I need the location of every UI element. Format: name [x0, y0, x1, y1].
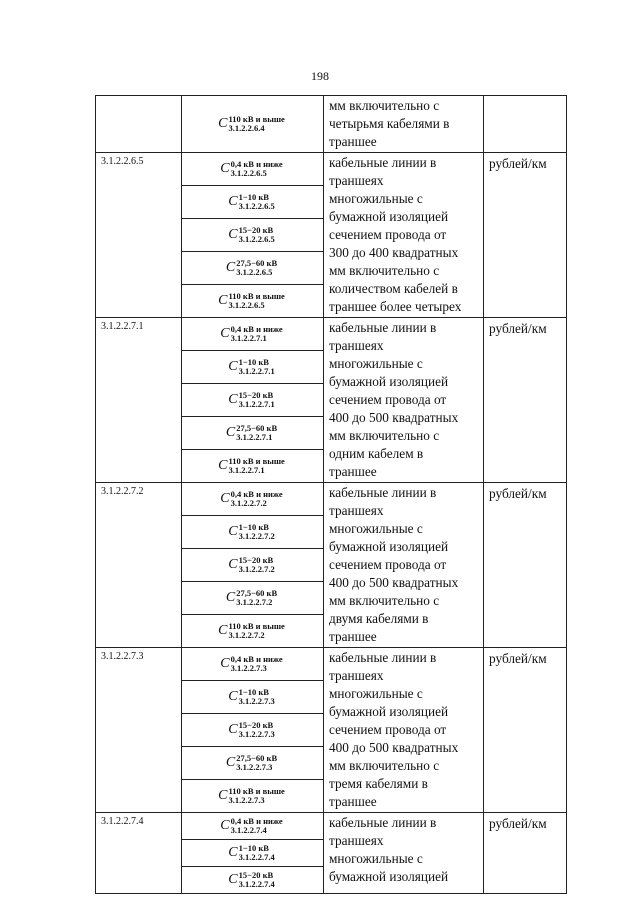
description-line: многожильные с — [329, 521, 423, 536]
voltage-label: 27,5−60 кВ — [236, 257, 278, 268]
row-code: 3.1.2.2.6.5 — [96, 153, 182, 318]
symbol-index: 3.1.2.2.7.3 — [236, 761, 273, 772]
table-row — [96, 648, 567, 681]
symbol-index: 3.1.2.2.7.2 — [228, 629, 265, 640]
rate-symbol-cell — [182, 483, 324, 516]
description-line: бумажной изоляцией — [329, 539, 449, 554]
symbol-letter: C — [228, 194, 238, 209]
rate-symbol — [220, 813, 284, 839]
symbol-index: 3.1.2.2.7.1 — [238, 398, 275, 409]
symbol-letter: C — [220, 656, 230, 671]
symbol-index: 3.1.2.2.7.1 — [230, 332, 267, 343]
symbol-letter: C — [225, 425, 236, 440]
rate-symbol — [218, 111, 287, 137]
rate-symbol — [218, 453, 287, 479]
page-number: 198 — [311, 69, 329, 83]
rate-symbol — [218, 288, 287, 314]
description-line: многожильные с — [329, 191, 423, 206]
voltage-label: 27,5−60 кВ — [236, 587, 278, 598]
rate-symbol-cell — [182, 285, 324, 318]
rate-symbol-cell — [182, 813, 324, 840]
symbol-letter: C — [220, 326, 230, 341]
row-code: 3.1.2.2.7.4 — [96, 813, 182, 894]
table-row — [96, 813, 567, 840]
symbol-letter: C — [220, 818, 230, 833]
rate-symbol — [220, 321, 284, 347]
symbol-letter: C — [228, 359, 238, 374]
voltage-label: 15−20 кВ — [238, 869, 274, 880]
symbol-letter: C — [225, 590, 236, 605]
rate-symbol-cell — [182, 384, 324, 417]
description-line: многожильные с — [329, 686, 423, 701]
description-line: тремя кабелями в — [329, 776, 428, 791]
description-line: траншее более четырех — [329, 299, 462, 314]
symbol-letter: C — [228, 845, 238, 860]
description-line: 400 до 500 квадратных — [329, 740, 459, 755]
rate-symbol-cell — [182, 867, 324, 894]
rate-symbol — [218, 618, 287, 644]
rate-symbol-cell — [182, 153, 324, 186]
voltage-label: 27,5−60 кВ — [236, 422, 278, 433]
description-line: 400 до 500 квадратных — [329, 575, 459, 590]
table-row — [96, 483, 567, 516]
symbol-index: 3.1.2.2.7.3 — [238, 695, 275, 706]
description-line: одним кабелем в — [329, 446, 424, 461]
symbol-index: 3.1.2.2.7.2 — [238, 563, 275, 574]
rate-symbol-cell — [182, 219, 324, 252]
symbol-letter: C — [218, 623, 228, 638]
rate-symbol — [228, 387, 276, 413]
rate-symbol — [218, 783, 287, 809]
table-row — [96, 153, 567, 186]
voltage-label: 110 кВ и выше — [228, 620, 285, 631]
symbol-letter: C — [218, 788, 228, 803]
rate-symbol-cell — [182, 549, 324, 582]
description-line: траншее — [329, 794, 377, 809]
symbol-letter: C — [228, 227, 238, 242]
symbol-index: 3.1.2.2.7.2 — [230, 497, 267, 508]
description-line: 400 до 500 квадратных — [329, 410, 459, 425]
rate-symbol — [228, 867, 276, 893]
table-row — [96, 96, 567, 153]
symbol-index: 3.1.2.2.6.5 — [238, 200, 275, 211]
symbol-index: 3.1.2.2.7.4 — [238, 851, 275, 862]
symbol-index: 3.1.2.2.7.1 — [236, 431, 273, 442]
rate-symbol-cell — [182, 516, 324, 549]
rate-symbol — [228, 354, 276, 380]
description-line: мм включительно с — [329, 758, 440, 773]
description-line: кабельные линии в — [329, 155, 437, 170]
row-unit: рублей/км — [484, 648, 567, 813]
voltage-label: 110 кВ и выше — [228, 785, 285, 796]
row-code: 3.1.2.2.7.2 — [96, 483, 182, 648]
rate-symbol-cell — [182, 747, 324, 780]
voltage-label: 27,5−60 кВ — [236, 752, 278, 763]
symbol-index: 3.1.2.2.7.1 — [238, 365, 275, 376]
symbol-letter: C — [225, 755, 236, 770]
rate-symbol-cell — [182, 96, 324, 153]
description-line: траншее — [329, 134, 377, 149]
description-line: мм включительно с — [329, 593, 440, 608]
description-line: траншеях — [329, 173, 384, 188]
rate-symbol — [220, 486, 284, 512]
row-code — [96, 96, 182, 153]
rate-symbol-cell — [182, 450, 324, 483]
symbol-index: 3.1.2.2.7.1 — [228, 464, 265, 475]
symbol-index: 3.1.2.2.7.4 — [238, 878, 275, 889]
rate-symbol — [220, 156, 284, 182]
symbol-letter: C — [218, 458, 228, 473]
voltage-label: 0,4 кВ и ниже — [230, 653, 283, 664]
description-line: траншее — [329, 464, 377, 479]
symbol-letter: C — [218, 293, 228, 308]
row-description — [324, 153, 484, 318]
rate-symbol-cell — [182, 681, 324, 714]
rate-symbol-cell — [182, 840, 324, 867]
tariff-table — [95, 95, 567, 894]
symbol-index: 3.1.2.2.7.3 — [228, 794, 265, 805]
symbol-index: 3.1.2.2.7.3 — [230, 662, 267, 673]
description-line: бумажной изоляцией — [329, 209, 449, 224]
rate-symbol-cell — [182, 351, 324, 384]
row-code: 3.1.2.2.7.1 — [96, 318, 182, 483]
description-line: сечением провода от — [329, 392, 447, 407]
rate-symbol — [228, 222, 276, 248]
rate-symbol — [228, 840, 276, 866]
voltage-label: 15−20 кВ — [238, 554, 274, 565]
description-line: сечением провода от — [329, 722, 447, 737]
voltage-label: 0,4 кВ и ниже — [230, 488, 283, 499]
row-description — [324, 96, 484, 153]
symbol-index: 3.1.2.2.6.5 — [228, 299, 265, 310]
symbol-index: 3.1.2.2.6.4 — [228, 122, 265, 133]
rate-symbol-cell — [182, 582, 324, 615]
symbol-letter: C — [228, 392, 238, 407]
rate-symbol-cell — [182, 252, 324, 285]
rate-symbol-cell — [182, 780, 324, 813]
description-line: сечением провода от — [329, 227, 447, 242]
rate-symbol — [226, 750, 279, 776]
symbol-index: 3.1.2.2.7.3 — [238, 728, 275, 739]
rate-symbol-cell — [182, 714, 324, 747]
symbol-letter: C — [228, 524, 238, 539]
voltage-label: 0,4 кВ и ниже — [230, 158, 283, 169]
row-unit: рублей/км — [484, 318, 567, 483]
description-line: кабельные линии в — [329, 815, 437, 830]
description-line: бумажной изоляцией — [329, 869, 449, 884]
description-line: двумя кабелями в — [329, 611, 429, 626]
rate-symbol — [228, 552, 276, 578]
voltage-label: 1−10 кВ — [238, 191, 269, 202]
description-line: бумажной изоляцией — [329, 374, 449, 389]
voltage-label: 110 кВ и выше — [228, 113, 285, 124]
rate-symbol — [228, 519, 276, 545]
symbol-index: 3.1.2.2.7.4 — [230, 824, 267, 835]
symbol-index: 3.1.2.2.6.5 — [236, 266, 273, 277]
row-description — [324, 483, 484, 648]
voltage-label: 1−10 кВ — [238, 842, 269, 853]
voltage-label: 0,4 кВ и ниже — [230, 323, 283, 334]
voltage-label: 0,4 кВ и ниже — [230, 815, 283, 826]
symbol-letter: C — [228, 722, 238, 737]
description-line: мм включительно с — [329, 263, 440, 278]
description-line: бумажной изоляцией — [329, 704, 449, 719]
description-line: траншеях — [329, 833, 384, 848]
description-line: количеством кабелей в — [329, 281, 458, 296]
voltage-label: 1−10 кВ — [238, 686, 269, 697]
table-row — [96, 318, 567, 351]
rate-symbol-cell — [182, 615, 324, 648]
symbol-letter: C — [228, 689, 238, 704]
description-line: многожильные с — [329, 851, 423, 866]
symbol-letter: C — [225, 260, 236, 275]
rate-symbol — [226, 585, 279, 611]
symbol-index: 3.1.2.2.7.2 — [238, 530, 275, 541]
rate-symbol-cell — [182, 186, 324, 219]
description-line: четырьмя кабелями в — [329, 116, 450, 131]
description-line: траншеях — [329, 503, 384, 518]
row-unit — [484, 96, 567, 153]
rate-symbol — [228, 189, 276, 215]
voltage-label: 110 кВ и выше — [228, 455, 285, 466]
rate-symbol — [220, 651, 284, 677]
voltage-label: 15−20 кВ — [238, 389, 274, 400]
description-line: кабельные линии в — [329, 320, 437, 335]
voltage-label: 1−10 кВ — [238, 356, 269, 367]
symbol-letter: C — [228, 872, 238, 887]
symbol-index: 3.1.2.2.7.2 — [236, 596, 273, 607]
symbol-letter: C — [218, 116, 228, 131]
row-description — [324, 813, 484, 894]
description-line: сечением провода от — [329, 557, 447, 572]
rate-symbol — [228, 717, 276, 743]
description-line: мм включительно с — [329, 98, 440, 113]
voltage-label: 1−10 кВ — [238, 521, 269, 532]
description-line: траншее — [329, 629, 377, 644]
symbol-index: 3.1.2.2.6.5 — [238, 233, 275, 244]
row-unit: рублей/км — [484, 483, 567, 648]
symbol-letter: C — [228, 557, 238, 572]
description-line: траншеях — [329, 338, 384, 353]
voltage-label: 110 кВ и выше — [228, 290, 285, 301]
row-unit: рублей/км — [484, 153, 567, 318]
symbol-index: 3.1.2.2.6.5 — [230, 167, 267, 178]
description-line: траншеях — [329, 668, 384, 683]
rate-symbol-cell — [182, 648, 324, 681]
description-line: 300 до 400 квадратных — [329, 245, 459, 260]
row-code: 3.1.2.2.7.3 — [96, 648, 182, 813]
rate-symbol-cell — [182, 417, 324, 450]
rate-symbol — [228, 684, 276, 710]
row-unit: рублей/км — [484, 813, 567, 894]
description-line: кабельные линии в — [329, 650, 437, 665]
rate-symbol — [226, 255, 279, 281]
description-line: мм включительно с — [329, 428, 440, 443]
symbol-letter: C — [220, 491, 230, 506]
rate-symbol — [226, 420, 279, 446]
voltage-label: 15−20 кВ — [238, 719, 274, 730]
rate-symbol-cell — [182, 318, 324, 351]
symbol-letter: C — [220, 161, 230, 176]
description-line: многожильные с — [329, 356, 423, 371]
row-description — [324, 318, 484, 483]
description-line: кабельные линии в — [329, 485, 437, 500]
row-description — [324, 648, 484, 813]
voltage-label: 15−20 кВ — [238, 224, 274, 235]
